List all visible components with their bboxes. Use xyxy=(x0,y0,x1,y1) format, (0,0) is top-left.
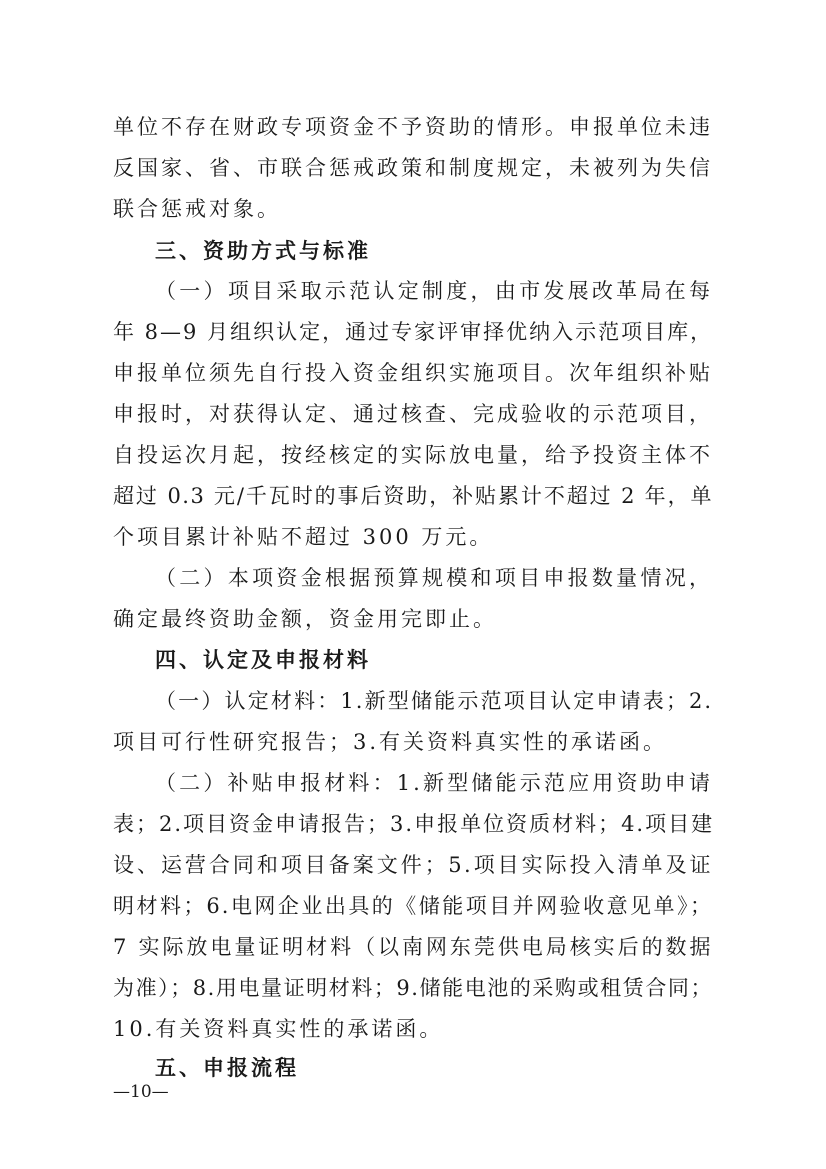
paragraph-line: 确定最终资助金额，资金用完即止。 xyxy=(113,607,497,631)
paragraph-line: （二）本项资金根据预算规模和项目申报数量情况， xyxy=(155,566,713,590)
paragraph-line: 年 8—9 月组织认定，通过专家评审择优纳入示范项目库， xyxy=(113,320,714,344)
paragraph-line: （一）认定材料：1.新型储能示范项目认定申请表；2. xyxy=(155,689,713,713)
paragraph-line: 明材料；6.电网企业出具的《储能项目并网验收意见单》； xyxy=(113,894,713,918)
paragraph-line: 为准）；8.用电量证明材料；9.储能电池的采购或租赁合同； xyxy=(113,976,713,1000)
paragraph-line: 自投运次月起，按经核定的实际放电量，给予投资主体不 xyxy=(113,443,713,467)
page-number: —10— xyxy=(113,1082,169,1102)
paragraph-line: 超过 0.3 元/千瓦时的事后资助，补贴累计不超过 2 年，单 xyxy=(113,484,713,508)
paragraph-line: 联合惩戒对象。 xyxy=(113,197,281,221)
paragraph-line: 申报单位须先自行投入资金组织实施项目。次年组织补贴 xyxy=(113,361,713,385)
paragraph-line: （二）补贴申报材料：1.新型储能示范应用资助申请 xyxy=(155,771,713,795)
section-heading: 四、认定及申报材料 xyxy=(155,648,371,672)
paragraph-line: 表；2.项目资金申请报告；3.申报单位资质材料；4.项目建 xyxy=(113,812,715,836)
paragraph-line: 申报时，对获得认定、通过核查、完成验收的示范项目， xyxy=(113,402,713,426)
paragraph-line: 项目可行性研究报告；3.有关资料真实性的承诺函。 xyxy=(113,730,668,754)
paragraph-line: 单位不存在财政专项资金不予资助的情形。申报单位未违 xyxy=(113,115,713,139)
section-heading: 三、资助方式与标准 xyxy=(155,239,371,263)
paragraph-line: 反国家、省、市联合惩戒政策和制度规定，未被列为失信 xyxy=(113,156,713,180)
paragraph-line: （一）项目采取示范认定制度，由市发展改革局在每 xyxy=(155,279,713,303)
paragraph-line: 设、运营合同和项目备案文件；5.项目实际投入清单及证 xyxy=(113,853,713,877)
paragraph-line: 7 实际放电量证明材料（以南网东莞供电局核实后的数据 xyxy=(113,935,713,959)
paragraph-line: 个项目累计补贴不超过 300 万元。 xyxy=(113,525,494,549)
paragraph-line: 10.有关资料真实性的承诺函。 xyxy=(113,1017,444,1041)
section-heading: 五、申报流程 xyxy=(155,1056,299,1080)
